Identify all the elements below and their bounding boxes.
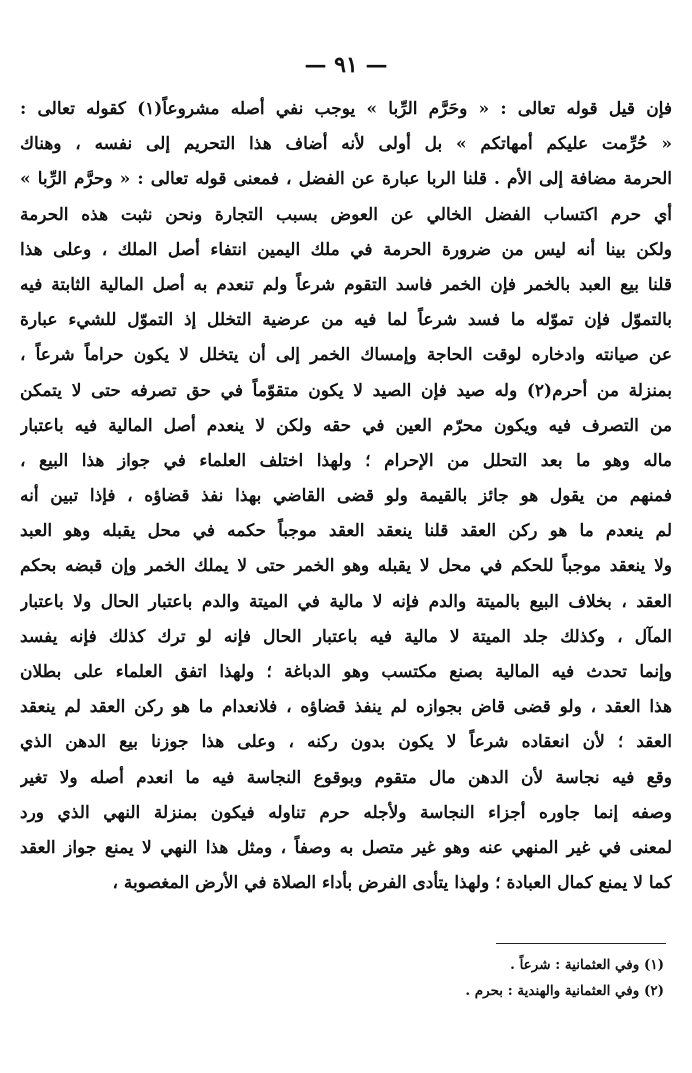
text-line: بمنزلة من أحرم(٢) وله صيد فإن الصيد لا يكون متقوّماً في حق تصرفه حتى لا يتمكن — [20, 380, 672, 401]
text-line: العقد ؛ لأن انعقاده شرعاً لا يكون بدون ركنه ، وعلى هذا جوزنا بيع الدهن الذي — [20, 732, 672, 753]
text-line: الحرمة مضافة إلى الأم . قلنا الربا عبارة عن الفضل ، فمعنى قوله تعالى : « وحرَّم الرِّبا » — [20, 169, 672, 190]
footnote-divider — [496, 943, 666, 944]
page-number: — ٩١ — — [304, 52, 388, 78]
text-line: العقد ، بخلاف البيع بالميتة والدم فإنه لا مالية في الميتة والدم باعتبار الحال ولا باعتبار — [20, 591, 672, 612]
text-line: وقع فيه نجاسة لأن الدهن مال متقوم وبوقوع النجاسة فيه ما انعدم أصله ولا تغير — [20, 767, 672, 788]
text-line: فمنهم من يقول هو جائز بالقيمة ولو قضى القاضي بهذا نفذ قضاؤه ، فإذا تبين أنه — [20, 486, 672, 507]
text-line: فإن قيل قوله تعالى : « وحَرَّم الرِّبا » يوجب نفي أصله مشروعاً(١) كقوله تعالى : — [20, 99, 672, 119]
footnote-1: (١) وفي العثمانية : شرعاً . — [510, 957, 664, 973]
text-line: هذا العقد ، ولو قضى قاض بجوازه لم ينفذ قضاؤه ، فلانعدام ما هو ركن العقد لم ينعقد — [20, 697, 672, 718]
text-line: « حُرِّمت عليكم أمهاتكم » بل أولى لأنه أضاف هذا التحريم إلى نفسه ، وهناك — [20, 134, 672, 155]
text-line: ماله وهو ما بعد التحلل من الإحرام ؛ ولهذا اختلف العلماء في جواز هذا البيع ، — [20, 450, 672, 471]
footnotes — [244, 952, 664, 1004]
footnote-2: (٢) وفي العثمانية والهندية : بحرم . — [465, 983, 664, 999]
text-line: عن صيانته وادخاره لوقت الحاجة وإمساك الخمر إلى أن يتخلل لا يكون حراماً شرعاً ، — [20, 345, 672, 366]
text-line: من التصرف فيه ويكون محرّم العين في حقه ولكن لا ينعدم أصل المالية فيه باعتبار — [20, 415, 672, 436]
main-text — [20, 92, 672, 901]
text-line: كما لا يمنع كمال العبادة ؛ ولهذا يتأدى الفرض بأداء الصلاة في الأرض المغصوبة ، — [112, 873, 672, 894]
text-line: لمعنى في غير المنهي عنه وهو غير متصل به وصفاً ، ومثل هذا النهي لا يمنع جواز العقد — [20, 837, 672, 858]
text-line: ولكن بينا أنه ليس من ضرورة الحرمة في ملك اليمين انتفاء أصل الملك ، وعلى هذا — [20, 239, 672, 260]
text-line: وصفه إنما جاوره أجزاء النجاسة ولأجله حرم تناوله فيكون بمنزلة النهي الذي ورد — [20, 802, 672, 823]
text-line: قلنا بيع العبد بالخمر فإن الخمر فاسد التقوم شرعاً ولم تنعدم به أصل المالية الثابتة فيه — [20, 274, 672, 295]
text-line: وإنما تحدث فيه المالية بصنع مكتسب وهو الدباغة ؛ ولهذا اتفق العلماء على بطلان — [20, 662, 672, 682]
text-line: أي حرم اكتساب الفضل الخالي عن العوض بسبب التجارة ونحن نثبت هذه الحرمة — [20, 204, 672, 225]
text-line: لم ينعدم ما هو ركن العقد قلنا ينعقد العقد موجباً حكمه في محل يقبله وهو العبد — [20, 521, 672, 542]
text-line: المآل ، وكذلك جلد الميتة لا مالية فيه باعتبار الحال فإنه لو ترك كذلك فإنه يفسد — [20, 626, 672, 647]
text-line: ولا ينعقد موجباً للحكم في محل لا يقبله وهو الخمر حتى لا يملك الخمر وإن قبضه بحكم — [20, 556, 672, 577]
text-line: بالتموّل فإن تموّله ما فسد شرعاً لما فيه من عرضية التخلل إذ التموّل للشيء عبارة — [20, 310, 672, 331]
